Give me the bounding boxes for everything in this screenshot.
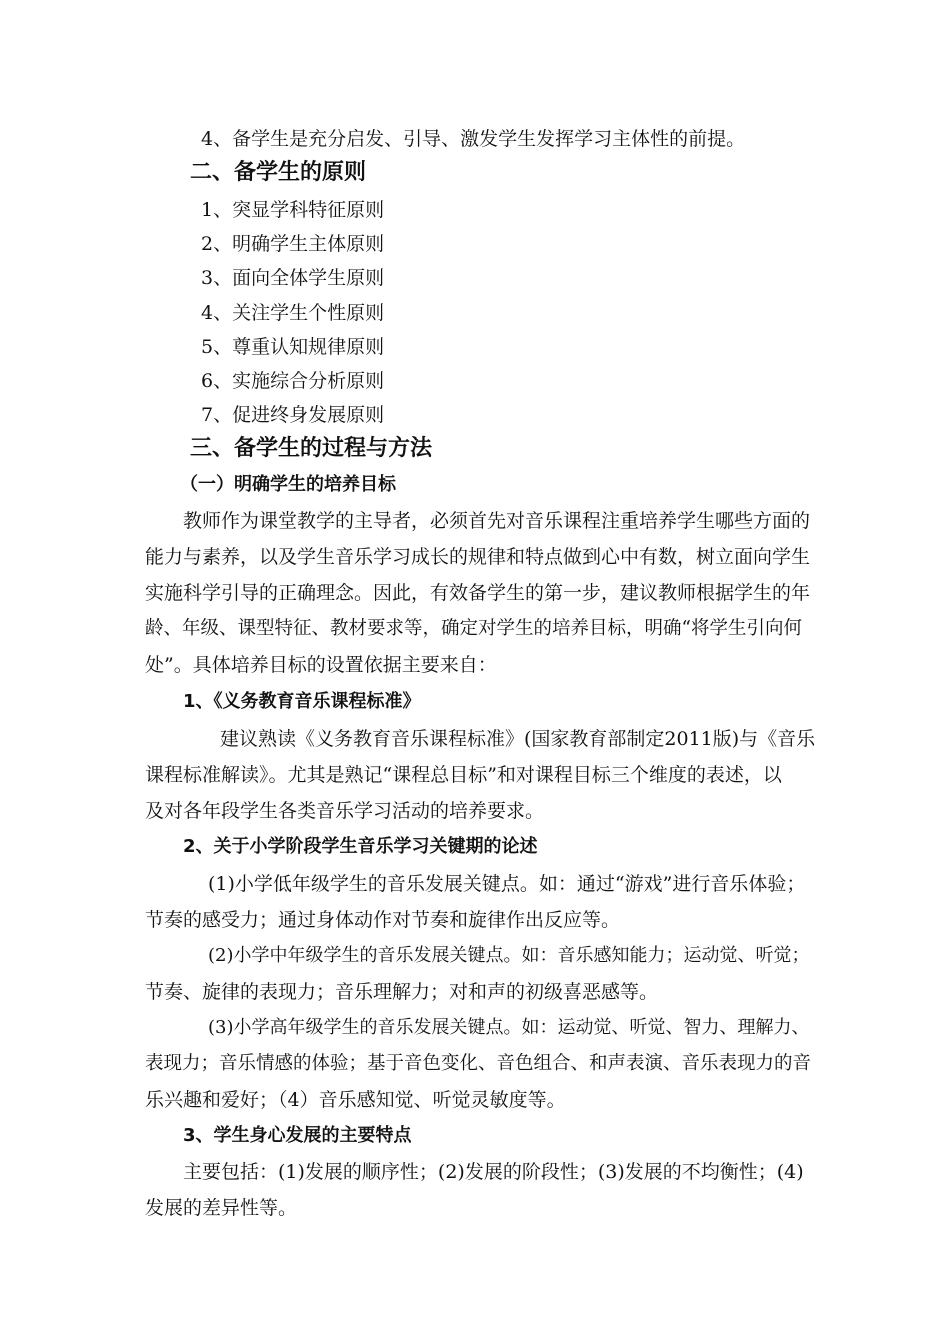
paragraph-line: (3)小学高年级学生的音乐发展关键点。如：运动觉、听觉、智力、理解力、 — [208, 1017, 810, 1038]
section-heading-principles: 二、备学生的原则 — [190, 160, 367, 185]
paragraph-line: (2)小学中年级学生的音乐发展关键点。如：音乐感知能力；运动觉、听觉； — [208, 945, 810, 966]
paragraph-line: 教师作为课堂教学的主导者，必须首先对音乐课程注重培养学生哪些方面的 — [183, 510, 811, 532]
heading-development-features: 3、学生身心发展的主要特点 — [183, 1125, 412, 1146]
paragraph-line: 乐兴趣和爱好；（4）音乐感知觉、听觉灵敏度等。 — [145, 1089, 566, 1111]
item-4-text: 4、备学生是充分启发、引导、激发学生发挥学习主体性的前提。 — [201, 128, 746, 150]
paragraph-line: 龄、年级、课型特征、教材要求等，确定对学生的培养目标，明确“将学生引向何 — [145, 618, 802, 639]
paragraph-line: 及对各年段学生各类音乐学习活动的培养要求。 — [145, 800, 545, 822]
paragraph-line: 节奏的感受力；通过身体动作对节奏和旋律作出反应等。 — [145, 909, 621, 931]
heading-curriculum-standard: 1、《义务教育音乐课程标准》 — [183, 691, 421, 712]
paragraph-line: 建议熟读《义务教育音乐课程标准》(国家教育部制定2011版)与《音乐 — [220, 728, 816, 750]
principle-item: 6、实施综合分析原则 — [201, 370, 385, 392]
principle-item: 3、面向全体学生原则 — [201, 267, 385, 289]
paragraph-line: 发展的差异性等。 — [145, 1197, 298, 1219]
paragraph-line: 能力与素养，以及学生音乐学习成长的规律和特点做到心中有数，树立面向学生 — [145, 546, 811, 568]
heading-key-period: 2、关于小学阶段学生音乐学习关键期的论述 — [183, 836, 538, 857]
principle-item: 2、明确学生主体原则 — [201, 233, 385, 255]
paragraph-line: 课程标准解读》。尤其是熟记“课程总目标”和对课程目标三个维度的表述，以 — [145, 764, 782, 786]
paragraph-line: (1)小学低年级学生的音乐发展关键点。如：通过“游戏”进行音乐体验； — [208, 873, 806, 895]
subsection-heading: （一）明确学生的培养目标 — [180, 474, 396, 495]
principle-item: 7、促进终身发展原则 — [201, 404, 385, 426]
principle-item: 4、关注学生个性原则 — [201, 302, 385, 324]
section-heading-process: 三、备学生的过程与方法 — [190, 436, 433, 461]
principle-item: 5、尊重认知规律原则 — [201, 336, 385, 358]
paragraph-line: 节奏、旋律的表现力；音乐理解力；对和声的初级喜恶感等。 — [145, 981, 659, 1003]
paragraph-line: 主要包括：(1)发展的顺序性；(2)发展的阶段性；(3)发展的不均衡性；(4) — [183, 1161, 804, 1183]
paragraph-line: 处”。具体培养目标的设置依据主要来自： — [145, 654, 497, 676]
paragraph-line: 表现力；音乐情感的体验；基于音色变化、音色组合、和声表演、音乐表现力的音 — [145, 1053, 812, 1074]
principle-item: 1、突显学科特征原则 — [201, 199, 385, 221]
paragraph-line: 实施科学引导的正确理念。因此，有效备学生的第一步，建议教师根据学生的年 — [145, 582, 811, 604]
